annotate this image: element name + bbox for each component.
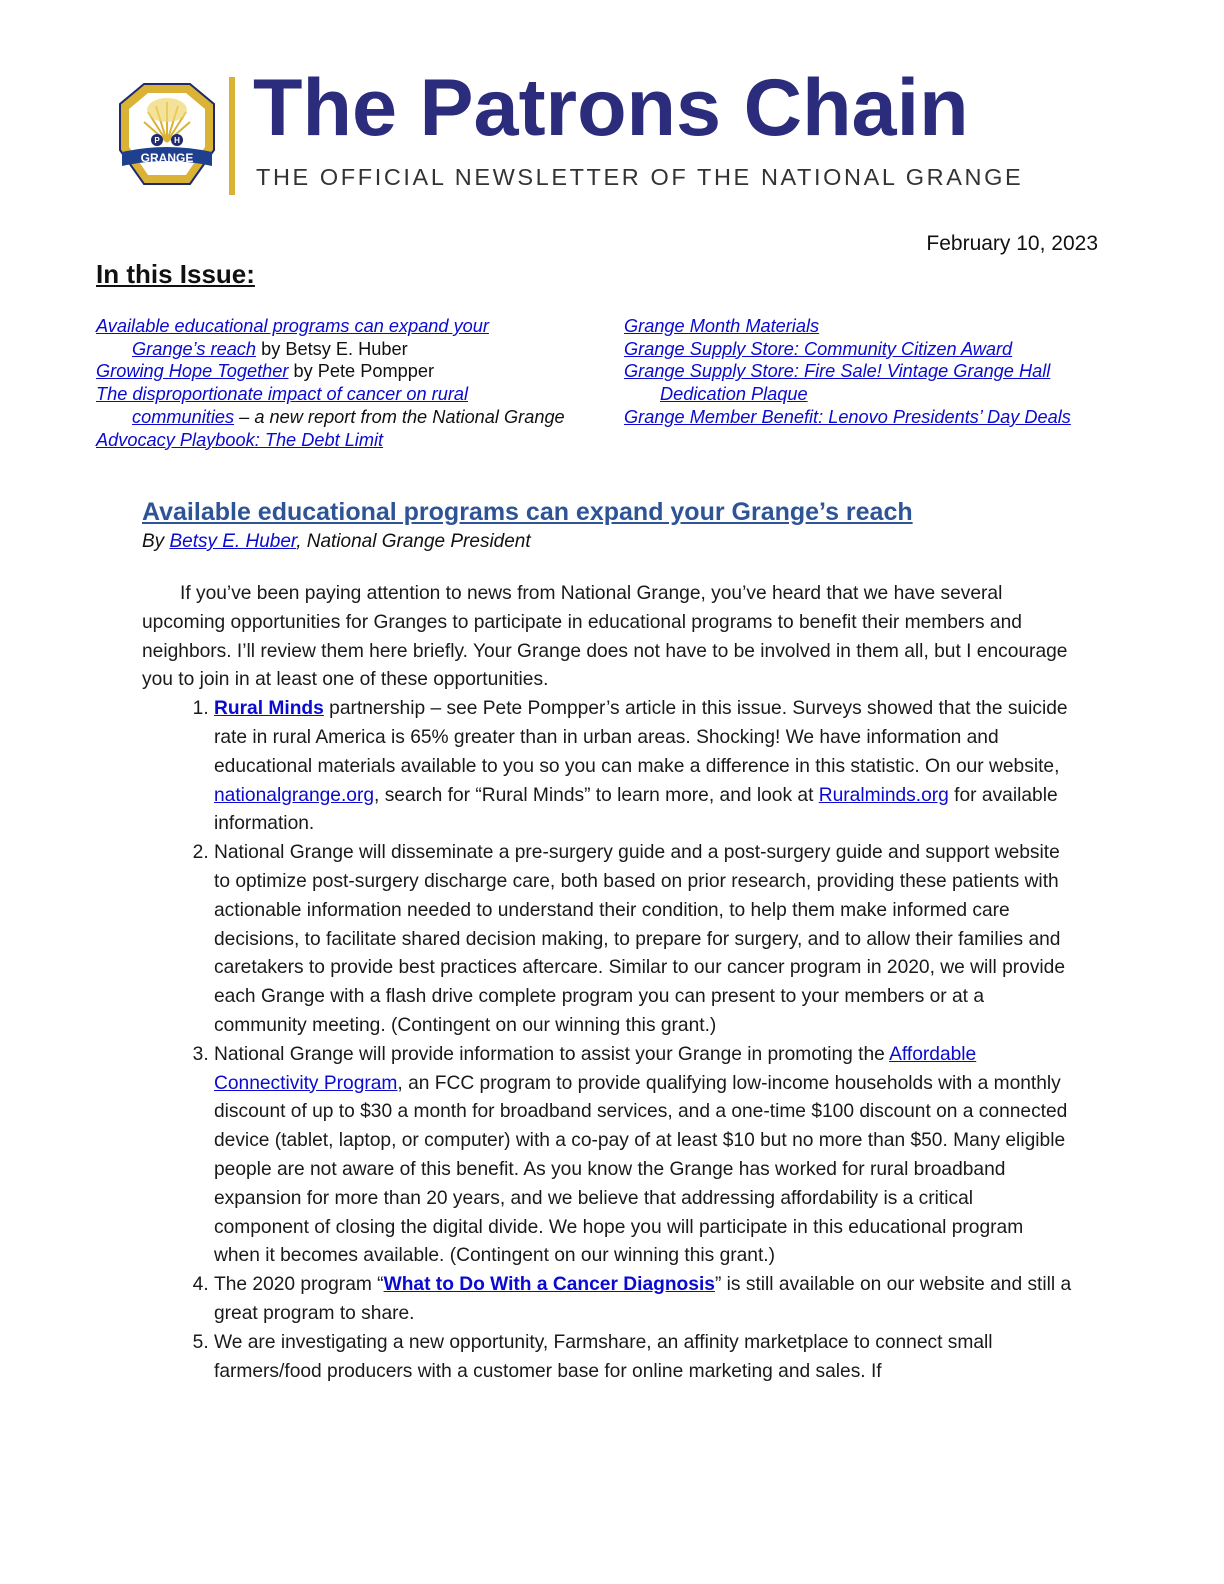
- item-text: National Grange will provide information to assist your Grange in promoting the: [214, 1043, 890, 1065]
- article-byline: [142, 531, 531, 553]
- toc-item: [96, 315, 566, 360]
- grange-emblem-logo: [114, 80, 220, 192]
- article-body: [142, 580, 1072, 1386]
- item-text: , search for “Rural Minds” to learn more, and look at: [374, 784, 819, 806]
- toc-item: [624, 406, 1104, 429]
- toc-item-note: – a new report from the National Grange: [234, 406, 565, 427]
- toc-link-lenovo-deals[interactable]: Grange Member Benefit: Lenovo Presidents’ Day Deals: [624, 406, 1071, 427]
- item-text: , an FCC program to provide qualifying low-income households with a monthly discount of up to $30 a month for broadband services, and a one-time $100 discount on a connected device (tablet, laptop, or computer) with a co-pay of at least $10 but no more than $50. Many eligible people are not aware of this benefit. As you know the Grange has worked for rural broadband expansion for more than 20 years, and we believe that addressing affordability is a critical component of closing the digital divide. We hope you will participate in this educational program when it becomes available. (Contingent on our winning this grant.): [214, 1072, 1068, 1267]
- svg-text:GRANGE: GRANGE: [140, 151, 194, 165]
- program-list: [142, 695, 1072, 1386]
- toc-item: [624, 315, 1104, 338]
- toc-item-author: by Betsy E. Huber: [256, 338, 408, 359]
- list-item: [214, 839, 1072, 1041]
- list-item: [214, 695, 1072, 839]
- author-link[interactable]: Betsy E. Huber: [169, 531, 297, 552]
- item-text: The 2020 program “: [214, 1274, 384, 1296]
- toc-item: [96, 429, 566, 452]
- list-item: [214, 1041, 1072, 1271]
- acp-link[interactable]: Affordable Connectivity Program: [214, 1043, 977, 1094]
- item-text: We are investigating a new opportunity, Farmshare, an affinity marketplace to connect small farmers/food producers with a customer base for online marketing and sales. If: [214, 1331, 993, 1382]
- cancer-diagnosis-link[interactable]: What to Do With a Cancer Diagnosis: [383, 1274, 715, 1296]
- item-text: ” is still available on our website and still a great program to share.: [214, 1274, 1072, 1324]
- list-item: [214, 1271, 1072, 1329]
- toc-item: [96, 383, 566, 428]
- list-item: [214, 1329, 1072, 1387]
- svg-text:H: H: [174, 136, 180, 145]
- nationalgrange-link[interactable]: nationalgrange.org: [214, 784, 375, 806]
- ruralminds-org-link[interactable]: Ruralminds.org: [818, 784, 949, 806]
- item-text: for available information.: [214, 784, 1058, 835]
- masthead: [110, 63, 1050, 198]
- toc-item: [624, 360, 1104, 405]
- newsletter-title: The Patrons Chain: [253, 63, 969, 153]
- item-text: National Grange will disseminate a pre-surgery guide and a post-surgery guide and support website to optimize post-surgery discharge care, both based on prior research, providing these patients with actionable information needed to understand their condition, to help them make informed care decisions, to facilitate shared decision making, to prepare for surgery, and to allow their families and caretakers to provide best practices aftercare. Similar to our cancer program in 2020, we will provide each Grange with a flash drive complete program you can present to your members or at a community meeting. (Contingent on our winning this grant.): [214, 842, 1066, 1036]
- toc-link-fire-sale[interactable]: Grange Supply Store: Fire Sale! Vintage Grange Hall Dedication Plaque: [624, 361, 1051, 405]
- rural-minds-link[interactable]: Rural Minds: [214, 698, 324, 720]
- newsletter-subtitle: THE OFFICIAL NEWSLETTER OF THE NATIONAL GRANGE: [256, 164, 1024, 190]
- toc-item: [624, 338, 1104, 361]
- toc-heading: In this Issue:: [96, 259, 255, 289]
- article-title[interactable]: Available educational programs can expand your Grange’s reach: [142, 498, 913, 526]
- svg-text:P: P: [154, 136, 160, 145]
- toc-link-grange-month[interactable]: Grange Month Materials: [624, 316, 820, 336]
- toc-right-column: [624, 315, 1104, 429]
- toc-link-educational-programs[interactable]: Available educational programs can expand your Grange’s reach: [96, 316, 489, 359]
- toc-item-author: by Pete Pompper: [288, 361, 435, 382]
- item-text: partnership – see Pete Pompper’s article in this issue. Surveys showed that the suicide rate in rural America is 65% greater than in urban areas. Shocking! We have information and educational materials available to you so you can make a difference in this statistic. On our website,: [214, 698, 1068, 777]
- byline-suffix: , National Grange President: [296, 531, 531, 552]
- article-intro: If you’ve been paying attention to news from National Grange, you’ve heard that we have several upcoming opportunities for Granges to participate in educational programs to benefit their members and neighbors. I’ll review them here briefly. Your Grange does not have to be involved in them all, but I encourage you to join in at least one of these opportunities.: [142, 583, 1068, 691]
- toc-left-column: [96, 315, 566, 451]
- issue-date: February 10, 2023: [926, 232, 1098, 255]
- toc-item: [96, 360, 566, 383]
- toc-link-debt-limit[interactable]: Advocacy Playbook: The Debt Limit: [96, 429, 384, 450]
- masthead-divider: [229, 77, 235, 195]
- toc-link-cancer-impact[interactable]: The disproportionate impact of cancer on rural communities: [96, 384, 469, 427]
- byline-prefix: By: [142, 531, 170, 552]
- toc-link-growing-hope[interactable]: Growing Hope Together: [96, 361, 289, 382]
- toc-link-citizen-award[interactable]: Grange Supply Store: Community Citizen Award: [624, 338, 1013, 359]
